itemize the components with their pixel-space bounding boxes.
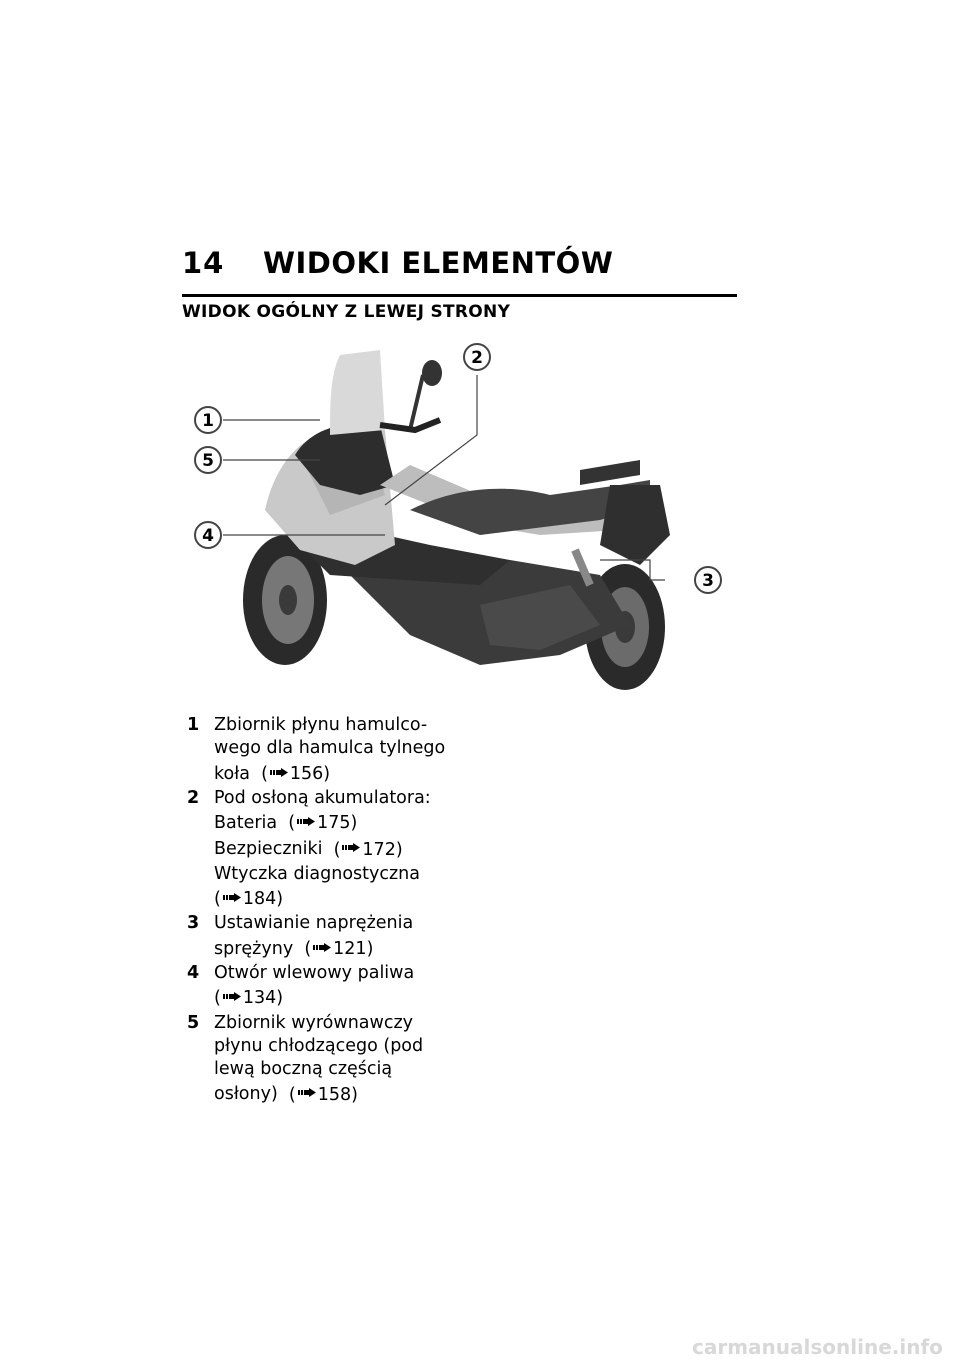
list-item	[182, 787, 482, 912]
item-text: Zbiornik wyrównawczy	[214, 1012, 413, 1033]
arrow-icon	[270, 761, 288, 784]
callout-5-label: 5	[202, 451, 214, 471]
item-text: lewą boczną częścią	[214, 1059, 393, 1080]
callout-3-label: 3	[702, 571, 714, 591]
page-ref-link[interactable]: ( 134)	[214, 988, 283, 1008]
item-text: koła	[214, 763, 250, 784]
page-ref-link[interactable]: ( 156)	[261, 764, 330, 784]
callout-4-label: 4	[202, 526, 214, 546]
scooter-illustration	[180, 335, 740, 695]
item-text: Bateria	[214, 813, 278, 834]
item-text: płynu chłodzącego (pod	[214, 1035, 424, 1056]
item-text: Pod osłoną akumulatora:	[214, 787, 431, 808]
list-item	[182, 962, 482, 1012]
item-text: sprężyny	[214, 938, 294, 959]
callout-2-label: 2	[471, 348, 483, 368]
item-text: Zbiornik płynu hamulco-	[214, 715, 428, 735]
page-ref-link[interactable]: ( 158)	[289, 1085, 358, 1105]
arrow-icon	[298, 1081, 316, 1104]
item-text: Otwór wlewowy paliwa	[214, 962, 415, 983]
callout-1-label: 1	[202, 411, 214, 431]
item-number: 3	[187, 913, 200, 934]
list-item	[182, 912, 482, 962]
page-number: 14	[182, 246, 225, 280]
header-rule	[182, 294, 737, 297]
item-text: osłony)	[214, 1084, 278, 1105]
watermark: carmanualsonline.info	[692, 1335, 943, 1359]
item-text: Wtyczka diagnostyczna	[214, 863, 421, 884]
item-text: Bezpieczniki	[214, 839, 323, 860]
page-ref-link[interactable]: ( 172)	[334, 840, 403, 860]
page-ref-link[interactable]: ( 184)	[214, 889, 283, 909]
item-number: 2	[187, 787, 200, 808]
legend-list	[182, 714, 482, 1108]
list-item	[182, 714, 482, 787]
item-number: 4	[187, 962, 200, 983]
item-text: wego dla hamulca tylnego	[214, 738, 446, 759]
page-ref-link[interactable]: ( 175)	[288, 813, 357, 833]
section-title: WIDOK OGÓLNY Z LEWEJ STRONY	[182, 302, 511, 322]
arrow-icon	[297, 810, 315, 833]
arrow-icon	[223, 985, 241, 1008]
item-text: Ustawianie naprężenia	[214, 913, 414, 934]
list-item	[182, 1012, 482, 1108]
arrow-icon	[313, 936, 331, 959]
arrow-icon	[223, 886, 241, 909]
page-ref-link[interactable]: ( 121)	[304, 939, 373, 959]
chapter-title: WIDOKI ELEMENTÓW	[263, 246, 614, 280]
item-number: 5	[187, 1012, 200, 1033]
item-number: 1	[187, 715, 200, 735]
arrow-icon	[342, 836, 360, 859]
